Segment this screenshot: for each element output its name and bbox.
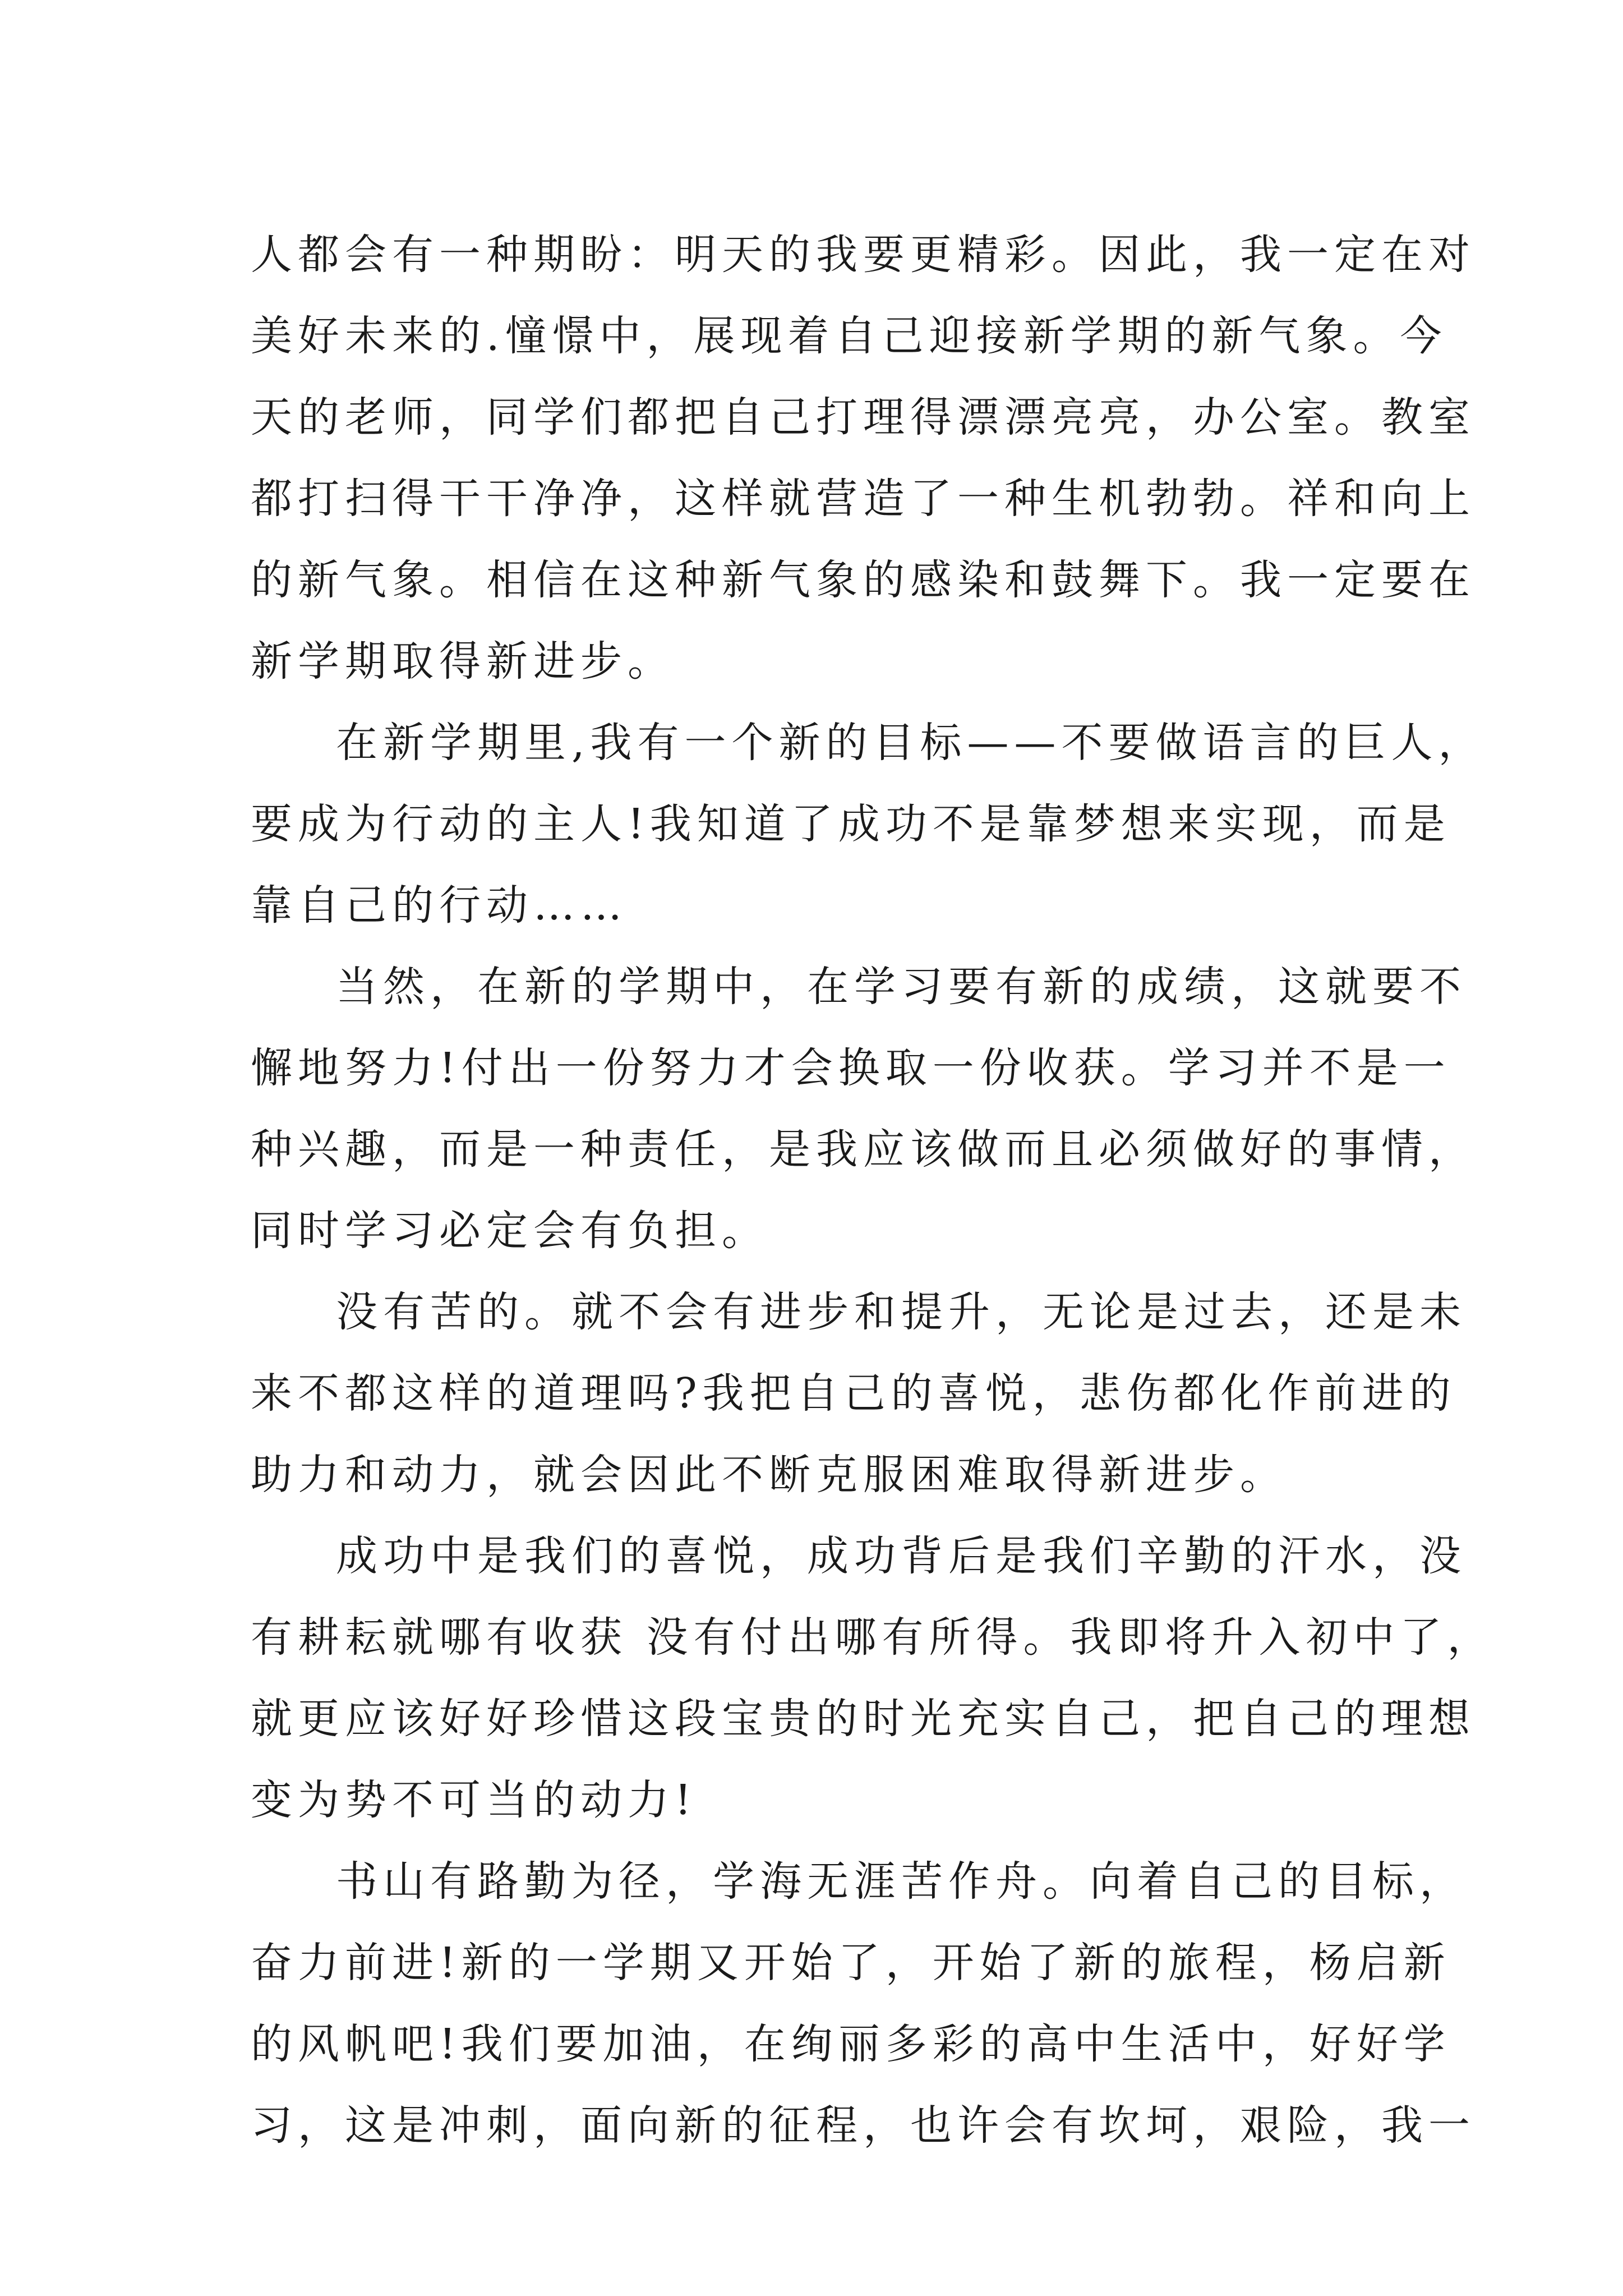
- text-line: 美好未来的.憧憬中，展现着自己迎接新学期的新气象。今: [251, 312, 1447, 360]
- text-line: 同时学习必定会有负担。: [251, 1207, 769, 1255]
- body-text: [251, 214, 1495, 2166]
- text-line: 天的老师，同学们都把自己打理得漂漂亮亮，办公室。教室: [251, 393, 1476, 441]
- text-line: 变为势不可当的动力!: [251, 1776, 697, 1824]
- text-line: 习，这是冲刺，面向新的征程，也许会有坎坷，艰险，我一: [251, 2101, 1476, 2150]
- text-line: 助力和动力，就会因此不断克服困难取得新进步。: [251, 1451, 1287, 1499]
- paragraph-first-line: 成功中是我们的喜悦，成功背后是我们辛勤的汗水，没: [336, 1532, 1467, 1580]
- text-line: 人都会有一种期盼：明天的我要更精彩。因此，我一定在对: [251, 231, 1476, 279]
- text-line: 种兴趣，而是一种责任，是我应该做而且必须做好的事情，: [251, 1125, 1476, 1174]
- paragraph-first-line: 书山有路勤为径，学海无涯苦作舟。向着自己的目标，: [336, 1857, 1467, 1906]
- text-line: 的风帆吧!我们要加油，在绚丽多彩的高中生活中，好好学: [251, 2020, 1451, 2068]
- text-line: 来不都这样的道理吗?我把自己的喜悦，悲伤都化作前进的: [251, 1369, 1456, 1418]
- text-line: 的新气象。相信在这种新气象的感染和鼓舞下。我一定要在: [251, 556, 1476, 604]
- text-line: 有耕耘就哪有收获 没有付出哪有所得。我即将升入初中了，: [251, 1613, 1495, 1662]
- paragraph-first-line: 在新学期里,我有一个新的目标——不要做语言的巨人，: [336, 719, 1486, 767]
- text-line: 都打扫得干干净净，这样就营造了一种生机勃勃。祥和向上: [251, 475, 1476, 523]
- text-line: 新学期取得新进步。: [251, 637, 675, 685]
- paragraph-first-line: 当然，在新的学期中，在学习要有新的成绩，这就要不: [336, 963, 1467, 1011]
- text-line: 要成为行动的主人!我知道了成功不是靠梦想来实现，而是: [251, 800, 1451, 848]
- paragraph-first-line: 没有苦的。就不会有进步和提升，无论是过去，还是未: [336, 1288, 1467, 1336]
- text-line: 就更应该好好珍惜这段宝贵的时光充实自己，把自己的理想: [251, 1695, 1476, 1743]
- text-line: 懈地努力!付出一份努力才会换取一份收获。学习并不是一: [251, 1044, 1451, 1092]
- text-line: 靠自己的行动……: [251, 881, 628, 930]
- text-line: 奋力前进!新的一学期又开始了，开始了新的旅程，杨启新: [251, 1939, 1451, 1987]
